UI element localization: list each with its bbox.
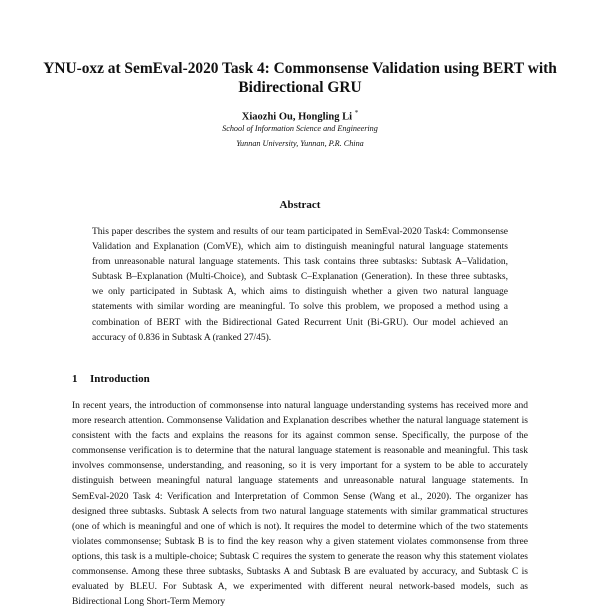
- corresponding-author-marker: *: [354, 109, 359, 117]
- abstract-body: This paper describes the system and results of our team participated in SemEval-2020 Task4: Commonsense Validation and Explanation (ComVE), which aim to distinguish meaningful natural language statements from unreasonable natural language statements. This task contains three subtasks: Subtask A–Validation, Subtask B–Explanation (Multi-Choice), and Subtask C–Explanation (Generation). In these three subtasks, we only participated in Subtask A, which aims to distinguish whether a given two natural language statements with similar wording are meaningful. To solve this problem, we proposed a method using a combination of BERT with the Bidirectional Gated Recurrent Unit (Bi-GRU). Our model achieved an accuracy of 0.836 in Subtask A (ranked 27/45).: [92, 227, 508, 343]
- affiliation-line-2: Yunnan University, Yunnan, P.R. China: [236, 139, 364, 148]
- section-number: 1: [72, 373, 78, 385]
- author-line: [0, 107, 600, 124]
- introduction-body: In recent years, the introduction of commonsense into natural language understanding systems has received more and more research attention. Commonsense Validation and Explanation describes whether the natural language statement is consistent with the facts and explains the reasons for its against common sense. Specifically, the purpose of the commonsense verification is to determine that the natural language statement is reasonable and meaningful. This task involves commonsense, understanding, and reasoning, so it is very important for a system to be able to accurately distinguish between meaningful natural language statements and unreasonable natural language statements. In SemEval-2020 Task 4: Verification and Interpretation of Common Sense (Wang et al., 2020). The organizer has designed three subtasks. Subtask A selects from two natural language statements with similar grammatical structures (one of which is meaningful and one of which is not). It requires the model to determine which of the two statements violates commonsense; Subtask B is to find the key reason why a given statement violates commonsense from three options, this task is a multiple-choice; Subtask C requires the system to generate the reason why this statement violates commonsense. Among these three subtasks, Subtasks A and Subtask B are evaluated by accuracy, and Subtask C is evaluated by BLEU. For Subtask A, we experimented with different neural network-based models, such as Bidirectional Long Short-Term Memory: [72, 401, 528, 608]
- paper-title: YNU-oxz at SemEval-2020 Task 4: Commonsense Validation using BERT with Bidirectional GRU: [43, 60, 557, 96]
- section-title: Introduction: [90, 373, 150, 385]
- affiliation-line-1: School of Information Science and Engineering: [222, 124, 378, 133]
- author-names: Xiaozhi Ou, Hongling Li: [241, 111, 353, 123]
- section-heading-introduction: [72, 372, 150, 386]
- abstract-heading: Abstract: [279, 199, 321, 211]
